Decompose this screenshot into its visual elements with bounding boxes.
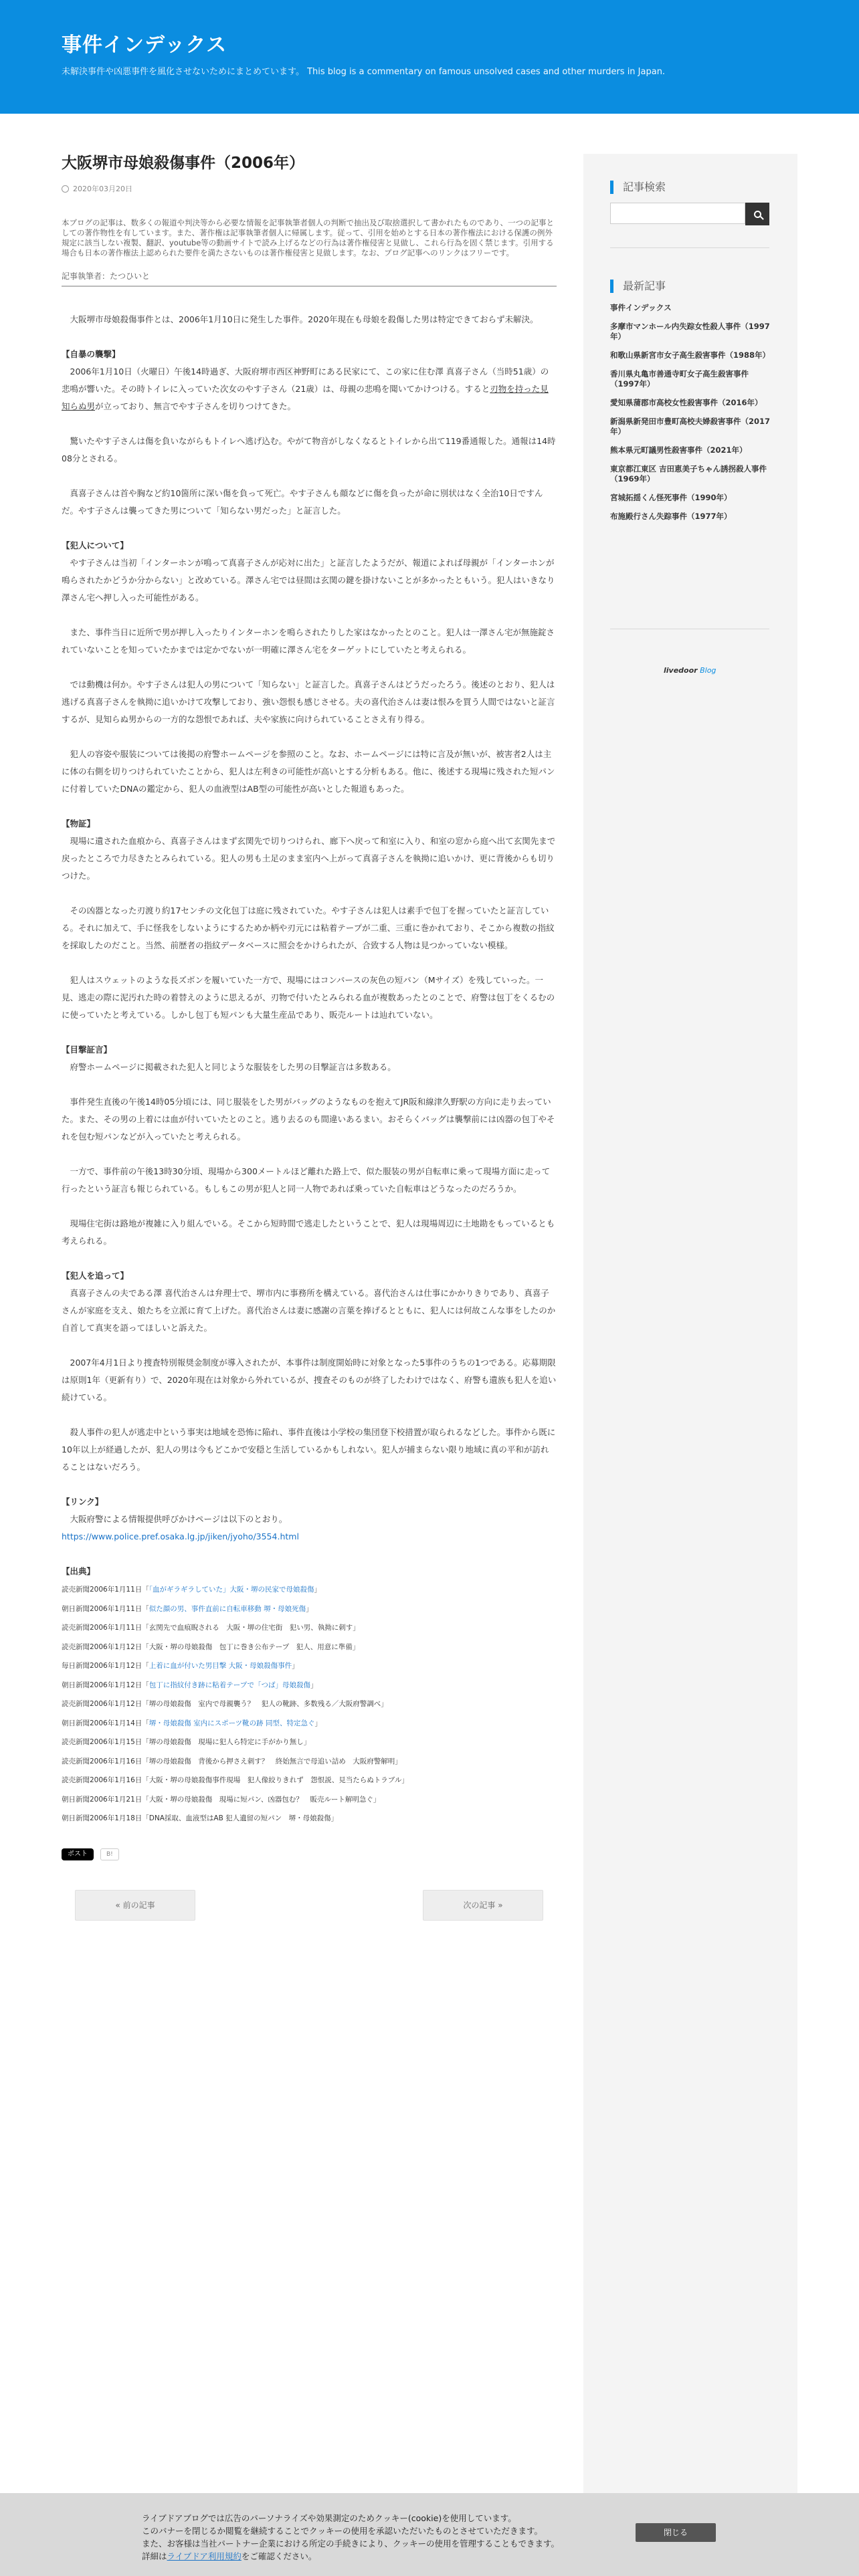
paragraph: 真喜子さんの夫である澤 喜代治さんは弁理士で、堺市内に事務所を構えている。喜代治さんは仕事にかかりきりであり、真喜子さんが家庭を支え、娘たちを立派に育て上げた。喜代治さんは妻に感謝の言葉を捧げるとともに、犯人には何故こんな事をしたのか自首して真実を語ってほしいと訴えた。 xyxy=(62,1288,556,1333)
sources-list xyxy=(62,1580,557,1828)
article xyxy=(62,150,557,1921)
twitter-share-button[interactable]: ポスト xyxy=(62,1848,94,1860)
paragraph: 殺人事件の犯人が逃走中という事実は地域を恐怖に陥れ、事件直後は小学校の集団登下校措置が取られるなどした。事件から既に10年以上が経過したが、犯人の男は今もどこかで安穏と生活しているかもしれない。犯人が捕まらない限り地域に真の平和が訪れることはないだろう。 xyxy=(62,1427,556,1472)
paragraph: その凶器となった刃渡り約17センチの文化包丁は庭に残されていた。やす子さんは犯人は素手で包丁を握っていたと証言している。それに加えて、手に怪我をしないようにするためか柄や刃元には粘着テープが二重、三重に巻かれており、そこから複数の指紋を採取したのだこと。当然、前歴者の指紋データベースに照会をかけられたが、合致する人物は見つかっていない模様。 xyxy=(62,905,555,950)
recent-post-link[interactable]: 新潟県新発田市豊町高校夫婦殺害事件（2017年） xyxy=(610,417,771,436)
paragraph: 事件発生直後の午後14時05分頃には、同じ服装をした男がバッグのようなものを抱えてJR阪和線津久野駅の方向に走り去っていた。また、その男の上着には血が付いていたとのこと。逃り去るのも間違いあるまい。おそらくバッグは襲撃前には凶器の包丁やそれを包む短パンなどが入っていたと考えられる。 xyxy=(62,1097,555,1142)
search-input[interactable] xyxy=(610,203,745,224)
section-heading: 【出典】 xyxy=(62,1566,96,1576)
source-item: 読売新聞2006年1月16日「大阪・堺の母娘殺傷事件現場 犯人像絞りきれず 怨恨説、見当たらぬトラブル」 xyxy=(62,1776,409,1784)
source-item: 読売新聞2006年1月11日「玄関先で血痕睨される 大阪・堺の住宅街 犯い男、執拗に刺す」 xyxy=(62,1624,360,1632)
paragraph: 犯人の容姿や服装については後掲の府警ホームページを参照のこと。なお、ホームページには特に言及が無いが、被害者2人は主に体の右側を切りつけられていたことから、犯人は左利きの可能性が高いとする分析もある。他に、後述する現場に残された短パンに付着していたDNAの鑑定から、犯人の血液型はAB型の可能性が高いとした報道もあった。 xyxy=(62,749,555,794)
source-item: 朝日新聞2006年1月11日「似た顔の男、事件直前に自転車移動 堺・母娘死傷」 xyxy=(62,1604,313,1613)
source-item: 読売新聞2006年1月12日「堺の母娘殺傷 室内で母親襲う？ 犯人の靴跡、多数残る／大阪府警調べ」 xyxy=(62,1700,388,1708)
cookie-banner xyxy=(0,2493,859,2576)
cookie-text: ライブドアブログでは広告のパーソナライズや効果測定のためクッキー(cookie)を使用しています。 このバナーを閉じるか閲覧を継続することでクッキーの使用を承認いただいたものとさせていただきます。 また、お客様は当社パートナー企業における所定の手続きにより、クッキーの使用を管理することもできます。 詳細はライブドア利用規約をご確認ください。 xyxy=(142,2513,560,2561)
police-info-link[interactable]: https://www.police.pref.osaka.lg.jp/jiken/jyoho/3554.html xyxy=(62,1531,299,1541)
recent-post-link[interactable]: 愛知県蒲郡市高校女性殺害事件（2016年） xyxy=(610,398,763,407)
recent-post-link[interactable]: 多摩市マンホール内失踪女性殺人事件（1997年） xyxy=(610,322,770,341)
source-item: 朝日新聞2006年1月14日「堺・母娘殺傷 室内にスポーツ靴の跡 同型、特定急ぐ」 xyxy=(62,1719,322,1727)
source-link[interactable]: 堺・母娘殺傷 室内にスポーツ靴の跡 同型、特定急ぐ xyxy=(149,1719,315,1727)
section-heading: 【目撃証言】 xyxy=(62,1045,112,1055)
recent-widget-title: 最新記事 xyxy=(610,280,666,293)
terms-link[interactable]: ライブドア利用規約 xyxy=(167,2551,242,2561)
source-item: 読売新聞2006年1月12日「大阪・堺の母娘殺傷 包丁に巻き公布テープ 犯人、用意に準備」 xyxy=(62,1642,360,1651)
source-item: 読売新聞2006年1月16日「堺の母娘殺傷 背後から押さえ刺す？ 終始無言で母追い詰め 大阪府警解明」 xyxy=(62,1757,402,1765)
recent-post-link[interactable]: 和歌山県新宮市女子高生殺害事件（1988年） xyxy=(610,350,771,360)
clock-icon xyxy=(62,185,69,193)
sidebar xyxy=(583,154,797,2535)
paragraph: 大阪府警による情報提供呼びかけページは以下のとおり。 xyxy=(70,1514,288,1524)
share-buttons xyxy=(62,1848,557,1860)
next-post-button[interactable]: 次の記事 » xyxy=(423,1890,543,1921)
recent-post-link[interactable]: 東京都江東区 吉田恵美子ちゃん誘拐殺人事件（1969年） xyxy=(610,464,767,484)
source-item: 読売新聞2006年1月15日「堺の母娘殺傷 現場に犯人ら特定に手がかり無し」 xyxy=(62,1738,311,1746)
paragraph xyxy=(62,1528,557,1545)
search-button[interactable] xyxy=(745,203,769,225)
search-widget-title: 記事検索 xyxy=(610,181,666,194)
search-icon xyxy=(754,211,761,218)
paragraph: 2007年4月1日より捜査特別報奨金制度が導入されたが、本事件は制度開始時に対象となった5事件のうちの1つである。応募期限は原則1年（更新有り）で、2020年現在は対象から外れているが、捜査そのものが終了したわけではなく、府警も遺族も犯人を追い続けている。 xyxy=(62,1358,557,1402)
pager xyxy=(62,1890,557,1921)
intro-paragraph: 大阪堺市母娘殺傷事件とは、2006年1月10日に発生した事件。2020年現在も母娘を殺傷した男は特定できておらず未解決。 xyxy=(70,314,539,324)
paragraph: では動機は何か。やす子さんは犯人の男について「知らない」と証言した。真喜子さんはどうだったろう。後述のとおり、犯人は逃げる真喜子さんを執拗に追いかけて攻撃しており、強い怨恨も感じさせる。夫の喜代治さんは妻は恨みを買う人間ではないと証言するが、見知らぬ男からの一方的な怨恨であれば、夫や家族に向けられていることさえ有り得る。 xyxy=(62,679,555,724)
source-link[interactable]: 包丁に指紋付き跡に粘着テープで「つば」母娘殺傷 xyxy=(149,1681,311,1689)
source-link[interactable]: 似た顔の男、事件直前に自転車移動 堺・母娘死傷 xyxy=(149,1604,306,1613)
source-item: 朝日新聞2006年1月21日「大阪・堺の母娘殺傷 現場に短パン、凶器包む？ 販売ルート解明急ぐ」 xyxy=(62,1795,381,1804)
author-line: 記事執筆者：たつひいと xyxy=(62,270,557,287)
site-description: 未解決事件や凶悪事件を風化させないためにまとめています。 This blog is a commentary on famous unsolved cases and other murders in Japan. xyxy=(62,67,666,77)
section-heading: 【自暴の襲撃】 xyxy=(62,349,120,359)
article-body xyxy=(62,311,557,1580)
source-item: 朝日新聞2006年1月12日「包丁に指紋付き跡に粘着テープで「つば」母娘殺傷」 xyxy=(62,1681,318,1689)
source-item: 毎日新聞2006年1月12日「上着に血が付いた男目撃 大阪・母娘殺傷事件」 xyxy=(62,1662,299,1670)
paragraph: 真喜子さんは首や胸など約10箇所に深い傷を負って死亡。やす子さんも顔などに傷を負ったが命に別状はなく全治10日ですんだ。やす子さんは襲ってきた男について「知らない男だった」と証言した。 xyxy=(62,488,543,516)
cookie-close-button[interactable]: 閉じる xyxy=(636,2523,716,2542)
recent-post-link[interactable]: 熊本県元町議男性殺害事件（2021年） xyxy=(610,445,747,455)
paragraph: 驚いたやす子さんは傷を負いながらもトイレへ逃げ込む。やがて物音がしなくなるとトイレから出て119番通報した。通報は14時08分とされる。 xyxy=(62,436,556,463)
livedoor-blog-logo[interactable]: livedoor Blog xyxy=(664,666,717,675)
section-heading: 【物証】 xyxy=(62,819,96,829)
site-header xyxy=(0,0,859,114)
post-date xyxy=(62,183,557,194)
paragraph: 2006年1月10日（火曜日）午後14時過ぎ、大阪府堺市西区神野町にある民家にて、この家に住む澤 真喜子さん（当時51歳）の悲鳴が響いた。その時トイレに入っていた次女のやす子さん（21歳）は、母親の悲鳴を聞いてかけつける。すると刃物を持った見知らぬ男が立っており、無言でやす子さんを切りつけてきた。 xyxy=(62,366,549,411)
paragraph: 府警ホームページに掲載された犯人と同じような服装をした男の目撃証言は多数ある。 xyxy=(70,1062,396,1072)
site-title[interactable]: 事件インデックス xyxy=(62,33,227,57)
recent-post-link[interactable]: 香川県丸亀市善通寺町女子高生殺害事件（1997年） xyxy=(610,369,749,389)
paragraph: 現場に遺された血痕から、真喜子さんはまず玄関先で切りつけられ、廊下へ戻って和室に入り、和室の窓から庭へ出て玄関先まで戻ったところで力尽きたとみられている。犯人の男も土足のまま室内へ上がって真喜子さんを執拗に追いかけ、更に背後からも切りつけた。 xyxy=(62,836,556,881)
source-link[interactable]: 上着に血が付いた男目撃 大阪・母娘殺傷事件 xyxy=(149,1662,292,1670)
highlight-text: 刃物を持った見知らぬ男 xyxy=(62,384,549,411)
paragraph: 一方で、事件前の午後13時30分頃、現場から300メートルほど離れた路上で、似た服装の男が自転車に乗って現場方面に走って行ったという証言も報じられている。もしもこの男が犯人と同一人物であれば乗っていた自転車はどうなったのだろうか。 xyxy=(62,1166,551,1194)
prev-post-button[interactable]: « 前の記事 xyxy=(75,1890,195,1921)
post-title: 大阪堺市母娘殺傷事件（2006年） xyxy=(62,154,305,172)
section-heading: 【犯人について】 xyxy=(62,540,128,550)
section-heading: 【犯人を追って】 xyxy=(62,1271,129,1281)
recent-posts-list xyxy=(610,303,771,530)
recent-post-link[interactable]: 布施殿行さん失踪事件（1977年） xyxy=(610,512,732,521)
section-heading: 【リンク】 xyxy=(62,1497,104,1507)
paragraph: また、事件当日に近所で男が押し入ったりインターホンを鳴らされたりした家はなかったとのこと。犯人は一澤さん宅が無施錠されていないことを知っていたかまでは定かでないが一明確に澤さん宅をターゲットにしていたと考えられる。 xyxy=(62,627,555,655)
source-link[interactable]: 「血がギラギラしていた」大阪・堺の民家で母娘殺傷 xyxy=(149,1586,314,1594)
recent-post-link[interactable]: 事件インデックス xyxy=(610,303,672,312)
paragraph: 現場住宅街は路地が複雑に入り組んでいる。そこから短時間で逃走したということで、犯人は現場周辺に土地勘をもっているとも考えられる。 xyxy=(62,1218,555,1246)
paragraph: 犯人はスウェットのような長ズボンを履いていた一方で、現場にはコンバースの灰色の短パン（Mサイズ）を残していった。一見、逃走の際に泥汚れた時の着替えのように思えるが、刃物で付いたとみられる血が複数あったとのことで、府警は包丁をくるむのに使っていたと考えている。しかし包丁も短パンも大量生産品であり、販売ルートは辿れていない。 xyxy=(62,975,555,1020)
recent-post-link[interactable]: 宮城拓揺くん怪死事件（1990年） xyxy=(610,493,732,502)
post-date-text: 2020年03月20日 xyxy=(73,185,132,193)
search-box xyxy=(610,203,769,225)
divider xyxy=(610,247,769,248)
source-item: 読売新聞2006年1月11日「「血がギラギラしていた」大阪・堺の民家で母娘殺傷」 xyxy=(62,1586,322,1594)
copyright-notice: 本ブログの記事は、数多くの報道や判決等から必要な情報を記事執筆者個人の判断で抽出及び取捨選択して書かれたものであり、一つの記事としての著作物性を有しています。また、著作権は記事執筆者個人に帰属します。従って、引用を始めとする日本の著作権法における保護の例外規定に該当しない複製、翻訳、youtube等の動画サイトで読み上げるなどの行為は著作権侵害と見做し、これら行為を固く禁じます。引用する場合も日本の著作権法上認められた要件を満たさないものは著作権侵害と見做します。なお、ブログ記事へのリンクはフリーです。 xyxy=(62,218,554,257)
source-item: 朝日新聞2006年1月18日「DNA採取、血液型はAB 犯人遺留の短パン 堺・母娘殺傷」 xyxy=(62,1814,339,1822)
hatena-bookmark-button[interactable]: B! xyxy=(100,1848,119,1860)
paragraph: やす子さんは当初「インターホンが鳴って真喜子さんが応対に出た」と証言したようだが、報道によれば母親が「インターホンが鳴らされたかどうか分からない」と改めている。澤さん宅では昼間は玄関の鍵を掛けないことが多かったともいう。犯人はいきなり澤さん宅へ押し入った可能性がある。 xyxy=(62,558,555,603)
